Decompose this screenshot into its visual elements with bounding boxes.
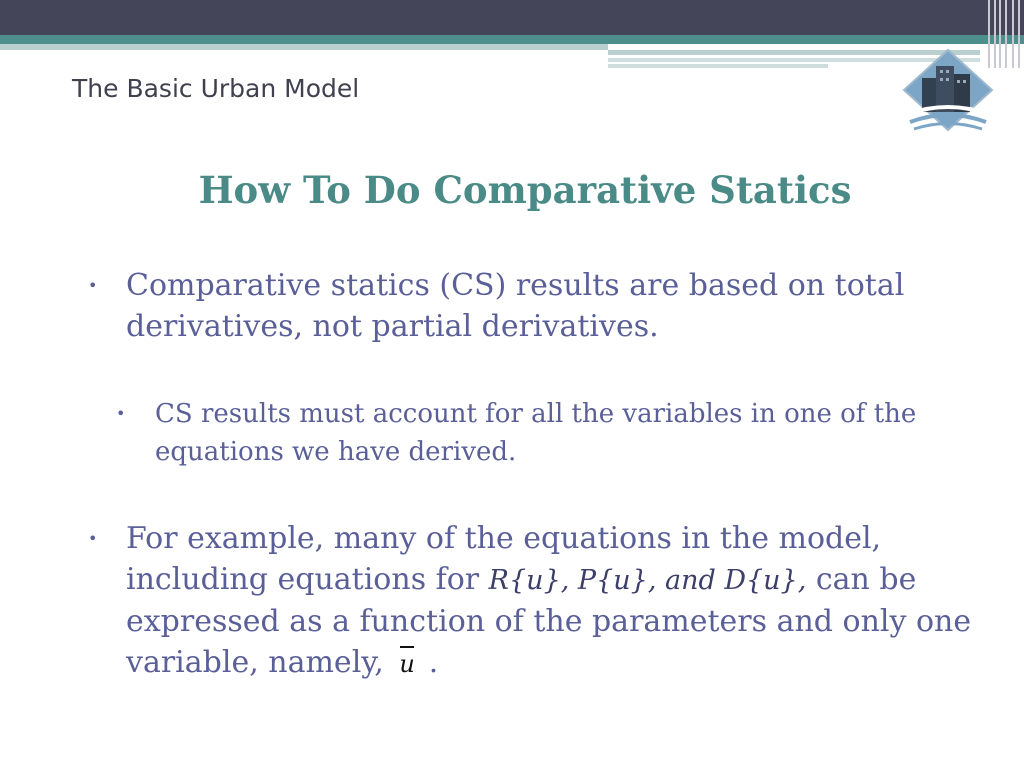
bullet-text-part2: can be expressed as a function of the parameters and only one variable, namely,: [126, 562, 972, 680]
bullet-item: [88, 265, 926, 347]
top-dark-band: [0, 0, 1024, 35]
top-light-band-4: [608, 64, 828, 68]
bullet-text-part1: For example, many of the equations in the model, including equations for: [126, 521, 882, 597]
u-bar-symbol: u: [399, 644, 414, 685]
bullet-text: CS results must account for all the variables in one of the equations we have derived.: [155, 399, 917, 467]
bullet-dot: •: [116, 404, 126, 423]
bullet-dot: •: [88, 276, 98, 295]
bullet-text: Comparative statics (CS) results are based on total derivatives, not partial derivatives.: [126, 268, 905, 344]
bullet-text-part3: .: [428, 645, 439, 680]
slide-title: How To Do Comparative Statics: [198, 168, 852, 212]
bullet-item: [116, 395, 955, 471]
bullet-item: [88, 518, 986, 685]
header-title: The Basic Urban Model: [72, 74, 360, 103]
city-buildings-logo-icon: [900, 48, 996, 134]
top-light-band: [0, 44, 608, 50]
top-teal-band: [0, 35, 1024, 44]
bullet-dot: •: [88, 529, 98, 548]
math-expression: R{u}, P{u}, and D{u},: [488, 565, 807, 596]
